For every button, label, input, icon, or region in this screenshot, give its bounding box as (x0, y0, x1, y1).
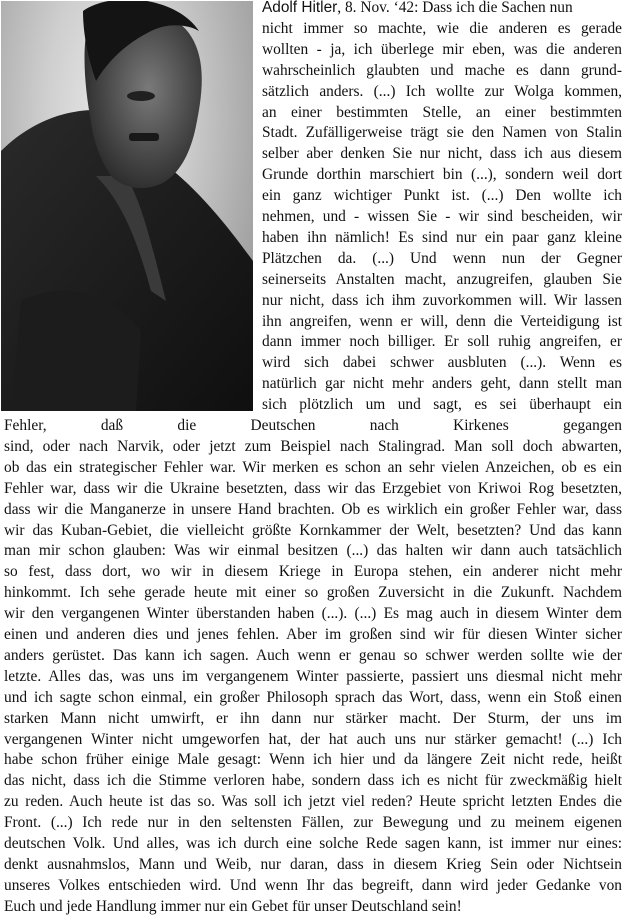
text-line: an einer bestimmten Stelle, an einer bestimmten (262, 103, 622, 121)
text-line: und ich sagte schon einmal, ein großer Philosoph sprach das Wort, dass, wenn ein Stoß einen (4, 688, 622, 706)
text-line: sich plötzlich um und sagt, es sei überhaupt ein (262, 396, 622, 414)
text-line: so fest, dass dort, wo wir in diesem Kriege in Europa stehen, ein anderer nicht mehr (4, 563, 622, 581)
text-line: nur nicht, dass ich ihm zuvorkommen will. Wir lassen (262, 291, 622, 309)
heading-line (262, 0, 622, 18)
text-line: deutschen Volk. Und alles, was ich durch eine solche Rede sagen kann, ist immer nur eines: (4, 835, 622, 852)
text-line: haben ihn nämlich! Es sind nur ein paar ganz kleine (262, 228, 622, 246)
text-line: dass wir die Manganerze in unsere Hand brachten. Ob es wirklich ein großer Fehler war, dass (4, 500, 622, 518)
portrait-photo (1, 1, 253, 411)
text-line: wahrscheinlich glaubten und mache es dann grund- (262, 61, 622, 79)
text-line: wir das Kuban-Gebiet, die vielleicht größte Kornkammer der Welt, besetzten? Und das kann (4, 521, 622, 539)
text-line: seinerseits Anstalten macht, anzugreifen, glauben Sie (262, 270, 622, 288)
text-line: anders gerüstet. Das kann ich sagen. Auch wenn er genau so schwer werden sollte wie der (4, 646, 622, 664)
text-line: Fehler war, dass wir die Ukraine besetzten, dass wir das Erzgebiet von Kriwoi Rog besetzten, (4, 479, 622, 497)
text-line: man mir schon glauben: Was wir einmal besitzen (...) das halten wir dann auch tatsächlich (4, 542, 622, 560)
text-line: denkt ausnahmslos, Mann und Weib, nur daran, dass in diesem Krieg Sein oder Nichtsein (4, 855, 622, 873)
text-line: habe schon früher einige Male gesagt: Wenn ich hier und da längere Zeit nicht rede, heißt (4, 751, 622, 769)
text-line: letzte. Alles das, was uns im vergangenem Winter passierte, passiert uns diesmal nicht mehr (4, 667, 622, 685)
text-line: zu reden. Auch heute ist das so. Was soll ich jetzt viel reden? Heute spricht letzten Endes die (4, 793, 622, 811)
text-line: Stadt. Zufälligerweise trägt sie den Namen von Stalin (262, 124, 622, 142)
text-line: sind, oder nach Narvik, oder jetzt zum Beispiel nach Stalingrad. Man soll doch abwarten, (4, 437, 622, 455)
text-line: Fehler, daß die Deutschen nach Kirkenes gegangen (4, 417, 622, 434)
text-line: Grunde dorthin marschiert bin (...), sondern weil dort (262, 166, 622, 184)
text-line: nehmen, und - wissen Sie - wir sind bescheiden, wir (262, 208, 622, 225)
text-line: ihn angreifen, wenn er will, denn die Verteidigung ist (262, 312, 622, 330)
text-line: wird sich dabei schwer ausbluten (...). Wenn es (262, 354, 622, 372)
text-line: wir den vergangenen Winter überstanden haben (...). (...) Es mag auch in diesem Winter dem (4, 605, 622, 623)
text-line-last: Euch und jede Handlung immer nur ein Gebet für unser Deutschland sein! (4, 897, 462, 915)
text-line: hinkommt. Ich sehe gerade heute mit einer so großen Zuversicht in die Zukunft. Nachdem (4, 584, 622, 602)
text-line: ein ganz wichtiger Punkt ist. (...) Den wollte ich (262, 187, 622, 205)
text-line: sätzlich anders. (...) Ich wollte zur Wolga kommen, (262, 82, 622, 100)
portrait-image (1, 1, 253, 411)
text-line: vergangenen Winter nicht umgeworfen hat, der hat auch uns nur stärker gemacht! (...) Ich (4, 730, 622, 748)
text-line: nicht immer so machte, wie die anderen es gerade (262, 19, 622, 37)
text-line: natürlich gar nicht mehr anders geht, dann stellt man (262, 375, 622, 393)
text-line: Front. (...) Ich rede nur in den seltensten Fällen, zur Bewegung und zu meinem eigenen (4, 814, 622, 832)
text-line: das nicht, dass ich die Stimme verloren habe, sondern dass ich es nicht für zweckmäßig hielt (4, 772, 622, 790)
text-line: unseres Volkes entschieden wird. Und wenn Ihr das begreift, dann wird jeder Gedanke von (4, 876, 622, 894)
text-line: starken Mann nicht umwirft, er ihn dann nur stärker macht. Der Sturm, der uns im (4, 709, 622, 727)
heading-name: Adolf Hitler (262, 0, 338, 16)
text-line: Plätzchen da. (...) Und wenn nun der Gegner (262, 249, 622, 267)
text-line: dann immer noch billiger. Er soll ruhig angreifen, er (262, 333, 622, 351)
text-line: selber aber denken Sie nur nicht, dass ich aus diesem (262, 145, 622, 163)
text-line: einen und anderen dies und jenes fehlen. Aber im großen sind wir für diesen Winter sicher (4, 626, 622, 643)
text-line: ob das ein strategischer Fehler war. Wir merken es schon an sehr vielen Anzeichen, ob es ein (4, 458, 622, 476)
text-line: wollten - ja, ich überlege mir eben, was die anderen (262, 40, 622, 58)
heading-rest: , 8. Nov. ‘42: Dass ich die Sachen nun (337, 0, 573, 16)
